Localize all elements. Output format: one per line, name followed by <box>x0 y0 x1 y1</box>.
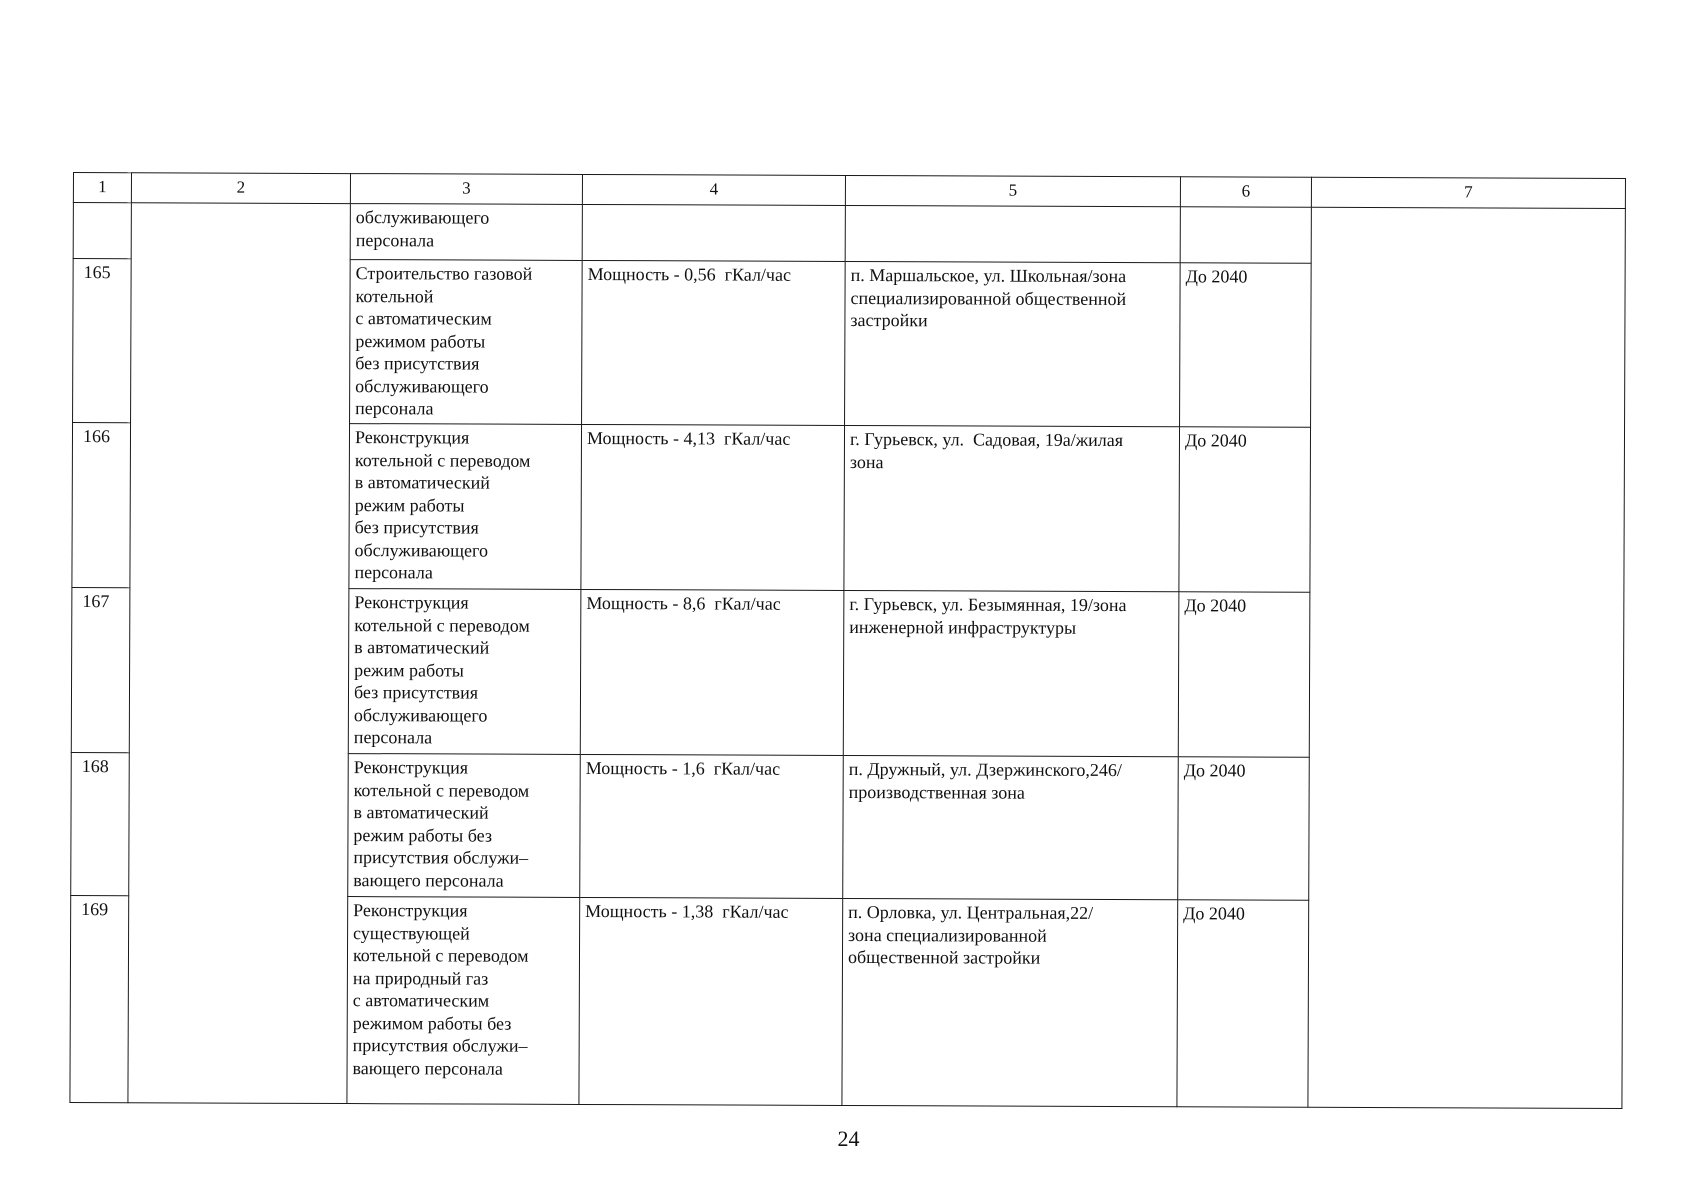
text-line: на природный газ <box>352 967 489 989</box>
row-number-cell: 165 <box>73 259 132 423</box>
text-line: котельной с переводом <box>354 614 530 636</box>
column-2-merged-cell <box>128 203 350 1104</box>
text-line: с автоматическим <box>352 990 490 1011</box>
deadline-cell: До 2040 <box>1178 757 1310 901</box>
continuation-description-cell <box>350 204 582 261</box>
text-line: Реконструкция <box>353 757 469 778</box>
header-cell-6: 6 <box>1180 177 1311 208</box>
row-number-cell: 169 <box>70 895 129 1102</box>
text-line: застройки <box>850 309 928 331</box>
text-line: котельной с переводом <box>353 779 530 801</box>
description-cell <box>348 754 581 898</box>
data-table <box>69 172 1626 1109</box>
description-cell <box>348 589 581 755</box>
text-line: производственная зона <box>848 781 1025 803</box>
text-line: котельной <box>355 285 434 306</box>
text-line: режим работы без <box>353 824 493 846</box>
capacity-cell: Мощность - 0,56 гКал/час <box>582 260 846 425</box>
continuation-location-cell <box>845 205 1180 262</box>
text-line: п. Дружный, ул. Дзержинского,246/ <box>848 758 1122 781</box>
text-line: г. Гурьевск, ул. Садовая, 19а/жилая <box>849 428 1124 451</box>
text-line: режим работы <box>354 659 464 681</box>
location-cell <box>845 261 1181 426</box>
text-line: персонала <box>353 727 433 748</box>
text-line: Реконструкция <box>353 900 468 921</box>
text-line: режимом работы без <box>352 1012 512 1034</box>
header-cell-5: 5 <box>845 175 1180 206</box>
capacity-cell: Мощность - 4,13 гКал/час <box>581 424 845 590</box>
text-line: персонала <box>355 229 435 250</box>
text-line: инженерной инфраструктуры <box>849 616 1077 638</box>
deadline-cell: До 2040 <box>1178 592 1310 758</box>
text-line: специализированной общественной <box>850 287 1127 309</box>
capacity-cell: Мощность - 8,6 гКал/час <box>580 589 844 755</box>
continuation-num-cell <box>73 203 131 259</box>
description-cell <box>350 260 583 425</box>
text-line: Строительство газовой <box>355 263 533 284</box>
text-line: присутствия обслужи– <box>352 1035 528 1056</box>
location-cell <box>844 425 1180 591</box>
header-cell-1: 1 <box>73 173 131 203</box>
text-line: зона <box>849 451 884 472</box>
text-line: персонала <box>355 398 434 419</box>
text-line: обслуживающего <box>353 704 488 726</box>
text-line: обслуживающего <box>354 539 489 561</box>
document-sheet <box>69 172 1625 1109</box>
deadline-cell: До 2040 <box>1177 900 1309 1108</box>
text-line: режимом работы <box>355 330 486 352</box>
text-line: в автоматический <box>354 472 490 493</box>
text-line: с автоматическим <box>355 308 492 329</box>
text-line: котельной с переводом <box>354 449 531 471</box>
text-line: без присутствия <box>353 682 479 703</box>
text-line: режим работы <box>354 494 465 516</box>
column-7-merged-cell <box>1308 207 1625 1108</box>
deadline-cell: До 2040 <box>1180 263 1312 428</box>
text-line: общественной застройки <box>847 946 1041 968</box>
location-cell <box>842 898 1178 1106</box>
description-cell <box>347 897 580 1105</box>
text-line: п. Маршальское, ул. Школьная/зона <box>850 264 1127 287</box>
capacity-cell: Мощность - 1,6 гКал/час <box>580 754 844 898</box>
header-cell-2: 2 <box>131 173 350 204</box>
text-line: обслуживающего <box>355 375 489 397</box>
header-cell-7: 7 <box>1311 177 1625 208</box>
row-number-cell: 168 <box>71 752 130 895</box>
text-line: персонала <box>354 562 433 583</box>
row-number-cell: 167 <box>71 587 130 752</box>
capacity-cell: Мощность - 1,38 гКал/час <box>579 897 843 1105</box>
text-line: существующей <box>353 922 470 944</box>
text-line: присутствия обслужи– <box>353 847 529 868</box>
text-line: п. Орловка, ул. Центральная,22/ <box>848 901 1094 923</box>
continuation-deadline-cell <box>1180 207 1311 264</box>
text-line: г. Гурьевск, ул. Безымянная, 19/зона <box>849 593 1127 616</box>
continuation-capacity-cell <box>582 204 845 261</box>
text-line: Реконструкция <box>354 427 470 448</box>
text-line: без присутствия <box>355 353 480 374</box>
row-number-cell: 166 <box>72 423 131 588</box>
text-line: в автоматический <box>354 637 490 658</box>
deadline-cell: До 2040 <box>1179 427 1311 593</box>
description-cell <box>349 424 582 590</box>
continuation-row <box>73 203 1625 265</box>
text-line: вающего персонала <box>352 1057 503 1079</box>
text-line: Реконструкция <box>354 592 469 613</box>
header-cell-3: 3 <box>350 174 582 205</box>
text-line: без присутствия <box>354 517 479 538</box>
text-line: котельной с переводом <box>352 945 529 966</box>
header-cell-4: 4 <box>582 174 845 205</box>
text-line: зона специализированной <box>848 924 1047 946</box>
text-line: в автоматический <box>353 802 489 823</box>
page-number: 24 <box>837 1126 860 1151</box>
table-body <box>70 173 1626 1109</box>
text-line: вающего персонала <box>353 869 504 891</box>
location-cell <box>843 755 1179 899</box>
location-cell <box>843 590 1179 756</box>
text-line: обслуживающего <box>355 207 490 228</box>
